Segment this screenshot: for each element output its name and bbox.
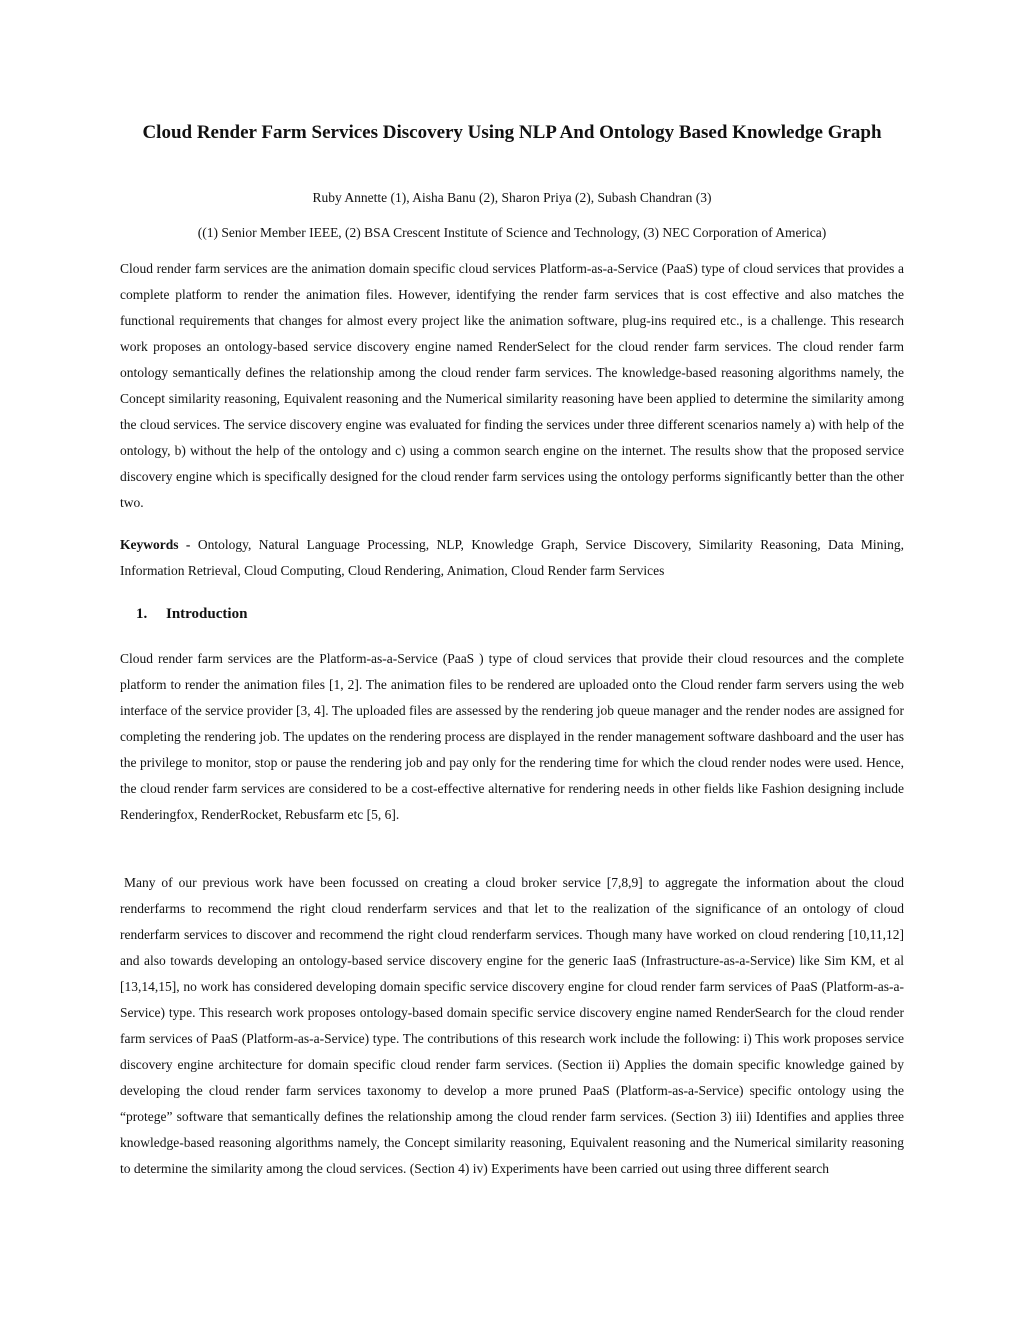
keywords-paragraph xyxy=(120,532,904,584)
abstract-paragraph: Cloud render farm services are the animation domain specific cloud services Platform-as-a-Service (PaaS) type of cloud services that provides a complete platform to render the animation files. However, identifying the render farm services that is cost effective and also matches the functional requirements that changes for almost every project like the animation software, plug-ins required etc., is a challenge. This research work proposes an ontology-based service discovery engine named RenderSelect for the cloud render farm services. The cloud render farm ontology semantically defines the relationship among the cloud render farm services. The knowledge-based reasoning algorithms namely, the Concept similarity reasoning, Equivalent reasoning and the Numerical similarity reasoning have been applied to determine the similarity among the cloud services. The service discovery engine was evaluated for finding the services under three different scenarios namely a) with help of the ontology, b) without the help of the ontology and c) using a common search engine on the internet. The results show that the proposed service discovery engine which is specifically designed for the cloud render farm services using the ontology performs significantly better than the other two. xyxy=(120,261,904,510)
introduction-paragraph-2: Many of our previous work have been focussed on creating a cloud broker service [7,8,9] to aggregate the information about the cloud renderfarms to recommend the right cloud renderfarm services and that let to the realization of the significance of an ontology of cloud renderfarm services to discover and recommend the right cloud renderfarm services. Though many have worked on cloud rendering [10,11,12] and also towards developing an ontology-based service discovery engine for the generic IaaS (Infrastructure-as-a-Service) like Sim KM, et al [13,14,15], no work has considered developing domain specific service discovery engine for cloud render farm services of PaaS (Platform-as-a-Service) type. This research work proposes ontology-based domain specific service discovery engine named RenderSearch for the cloud render farm services of PaaS (Platform-as-a-Service) type. The contributions of this research work include the following: i) This work proposes service discovery engine architecture for domain specific cloud render farm services. (Section ii) Applies the domain specific knowledge gained by developing the cloud render farm services taxonomy to develop a more pruned PaaS (Platform-as-a-Service) specific ontology using the “protege” software that semantically defines the relationship among the cloud render farm services. (Section 3) iii) Identifies and applies three knowledge-based reasoning algorithms namely, the Concept similarity reasoning, Equivalent reasoning and the Numerical similarity reasoning to determine the similarity among the cloud services. (Section 4) iv) Experiments have been carried out using three different search xyxy=(120,875,904,1176)
section-title: Introduction xyxy=(166,606,248,622)
keywords-text: Ontology, Natural Language Processing, NLP, Knowledge Graph, Service Discovery, Similarity Reasoning, Data Mining, Information Retrieval, Cloud Computing, Cloud Rendering, Animation, Cloud Render farm Services xyxy=(120,537,904,578)
section-heading-introduction xyxy=(136,602,247,626)
introduction-paragraph-1: Cloud render farm services are the Platform-as-a-Service (PaaS ) type of cloud services that provide their cloud resources and the complete platform to render the animation files [1, 2]. The animation files to be rendered are uploaded onto the Cloud render farm servers using the web interface of the service provider [3, 4]. The uploaded files are assessed by the rendering job queue manager and the render nodes are assigned for completing the rendering job. The updates on the rendering process are displayed in the render management software dashboard and the user has the privilege to monitor, stop or pause the rendering job and pay only for the rendering time for which the cloud render nodes were used. Hence, the cloud render farm services are considered to be a cost-effective alternative for rendering needs in other fields like Fashion designing include Renderingfox, RenderRocket, Rebusfarm etc [5, 6]. xyxy=(120,651,904,822)
section-number: 1. xyxy=(136,606,148,622)
affiliations: ((1) Senior Member IEEE, (2) BSA Crescent Institute of Science and Technology, (3) NEC Corporation of America) xyxy=(197,225,827,240)
author-list: Ruby Annette (1), Aisha Banu (2), Sharon Priya (2), Subash Chandran (3) xyxy=(312,190,712,205)
paper-title: Cloud Render Farm Services Discovery Using NLP And Ontology Based Knowledge Graph xyxy=(142,122,882,143)
keywords-label: Keywords - xyxy=(120,537,191,552)
